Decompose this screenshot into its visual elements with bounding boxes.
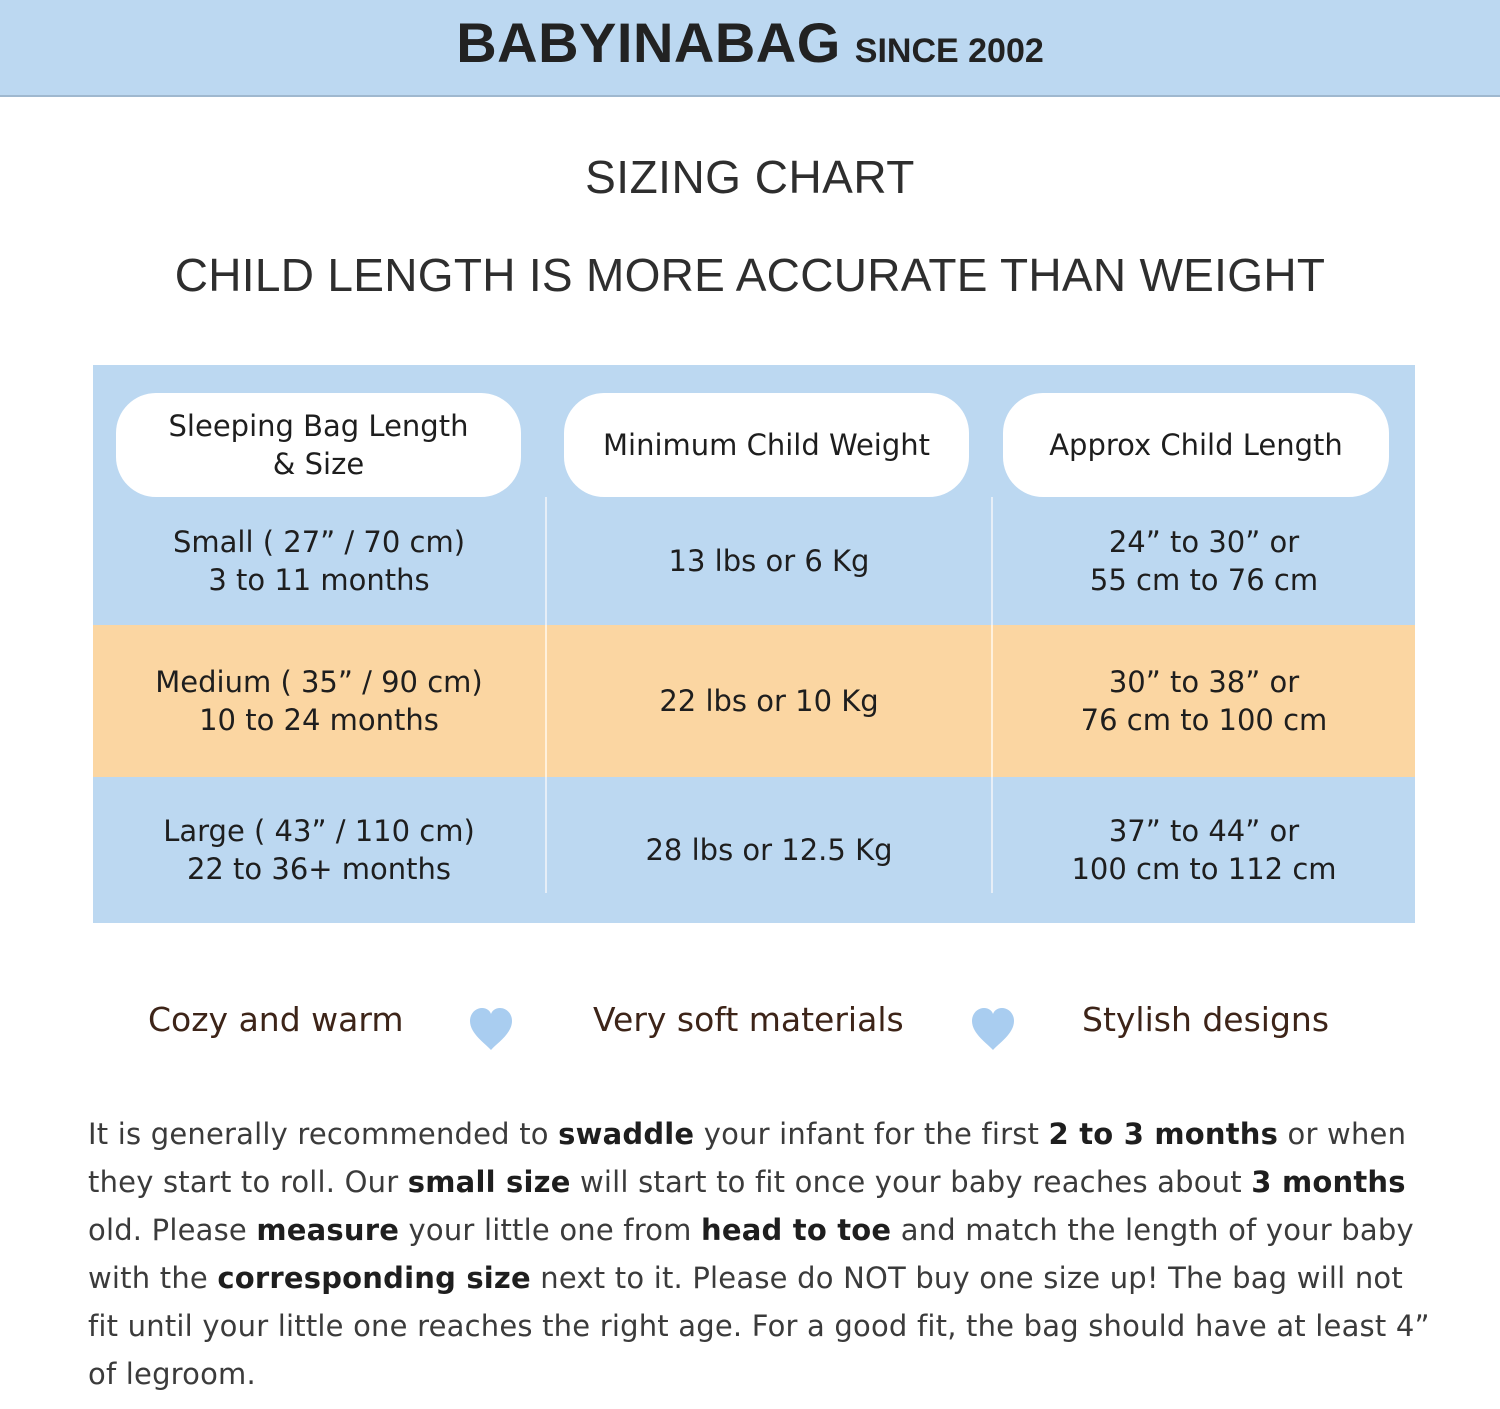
heart-icon bbox=[968, 1004, 1018, 1054]
sizing-advice-paragraph bbox=[88, 1110, 1433, 1398]
table-row-small bbox=[93, 497, 1415, 625]
cell-weight bbox=[547, 777, 991, 923]
cell-weight-value: 22 lbs or 10 Kg bbox=[659, 684, 879, 718]
paragraph-text: and match the length of your baby with the bbox=[88, 1213, 1414, 1295]
cell-length bbox=[993, 777, 1415, 923]
table-row-large bbox=[93, 777, 1415, 923]
brand-since: SINCE 2002 bbox=[854, 32, 1044, 70]
cell-size-line1: Small ( 27” / 70 cm) bbox=[172, 525, 466, 559]
column-header-size-line1: Sleeping Bag Length bbox=[168, 409, 469, 443]
paragraph-text: your little one from bbox=[399, 1213, 702, 1247]
column-header-size-line2: & Size bbox=[272, 447, 365, 481]
feature-stylish: Stylish designs bbox=[1082, 1000, 1330, 1039]
cell-weight-value: 13 lbs or 6 Kg bbox=[668, 544, 870, 578]
paragraph-text: will start to fit once your baby reaches about bbox=[570, 1165, 1252, 1199]
page-subtitle: CHILD LENGTH IS MORE ACCURATE THAN WEIGHT bbox=[174, 249, 1326, 301]
column-divider bbox=[991, 777, 993, 893]
paragraph-text: your infant for the first bbox=[694, 1117, 1049, 1151]
cell-size-line2: 3 to 11 months bbox=[208, 563, 430, 597]
cell-length-line1: 24” to 30” or bbox=[1108, 525, 1300, 559]
column-divider bbox=[545, 497, 547, 625]
table-row-medium bbox=[93, 625, 1415, 777]
paragraph-emphasis: 2 to 3 months bbox=[1048, 1117, 1279, 1151]
cell-length bbox=[993, 497, 1415, 625]
paragraph-emphasis: small size bbox=[407, 1165, 571, 1199]
cell-size-line1: Large ( 43” / 110 cm) bbox=[163, 814, 475, 848]
paragraph-emphasis: head to toe bbox=[701, 1213, 892, 1247]
cell-weight bbox=[547, 497, 991, 625]
paragraph-text: old. Please bbox=[88, 1213, 257, 1247]
cell-length-line1: 37” to 44” or bbox=[1108, 814, 1300, 848]
page-title: SIZING CHART bbox=[585, 151, 915, 203]
column-header-weight bbox=[564, 393, 969, 497]
feature-strip bbox=[0, 1000, 1500, 1060]
heart-icon bbox=[466, 1004, 516, 1054]
cell-weight bbox=[547, 625, 991, 777]
column-divider bbox=[991, 497, 993, 625]
cell-size bbox=[93, 625, 545, 777]
column-header-weight-label: Minimum Child Weight bbox=[602, 428, 930, 462]
paragraph-text: It is generally recommended to bbox=[88, 1117, 559, 1151]
brand-name: BABYINABAG bbox=[456, 11, 841, 74]
column-header-length bbox=[1003, 393, 1389, 497]
paragraph-emphasis: corresponding size bbox=[217, 1261, 531, 1295]
cell-length bbox=[993, 625, 1415, 777]
cell-weight-value: 28 lbs or 12.5 Kg bbox=[645, 833, 893, 867]
cell-length-line2: 76 cm to 100 cm bbox=[1080, 703, 1328, 737]
cell-length-line2: 100 cm to 112 cm bbox=[1071, 852, 1337, 886]
paragraph-emphasis: swaddle bbox=[558, 1117, 695, 1151]
sizing-table bbox=[93, 365, 1415, 923]
feature-cozy: Cozy and warm bbox=[148, 1000, 404, 1039]
brand-banner bbox=[0, 0, 1500, 97]
column-header-size bbox=[116, 393, 521, 497]
paragraph-text: next to it. Please do NOT buy one size up! The bag will not fit until your little one reaches the right age. For a good fit, the bag should have at least 4” of legroom. bbox=[88, 1261, 1430, 1391]
cell-size bbox=[93, 497, 545, 625]
cell-size-line1: Medium ( 35” / 90 cm) bbox=[155, 665, 483, 699]
cell-length-line2: 55 cm to 76 cm bbox=[1089, 563, 1319, 597]
feature-soft: Very soft materials bbox=[593, 1000, 904, 1039]
column-divider bbox=[545, 777, 547, 893]
cell-length-line1: 30” to 38” or bbox=[1108, 665, 1300, 699]
cell-size bbox=[93, 777, 545, 923]
paragraph-emphasis: 3 months bbox=[1251, 1165, 1406, 1199]
cell-size-line2: 22 to 36+ months bbox=[186, 852, 452, 886]
column-header-length-label: Approx Child Length bbox=[1049, 428, 1343, 462]
paragraph-text: or when they start to roll. Our bbox=[88, 1117, 1407, 1199]
paragraph-emphasis: measure bbox=[256, 1213, 400, 1247]
cell-size-line2: 10 to 24 months bbox=[199, 703, 439, 737]
